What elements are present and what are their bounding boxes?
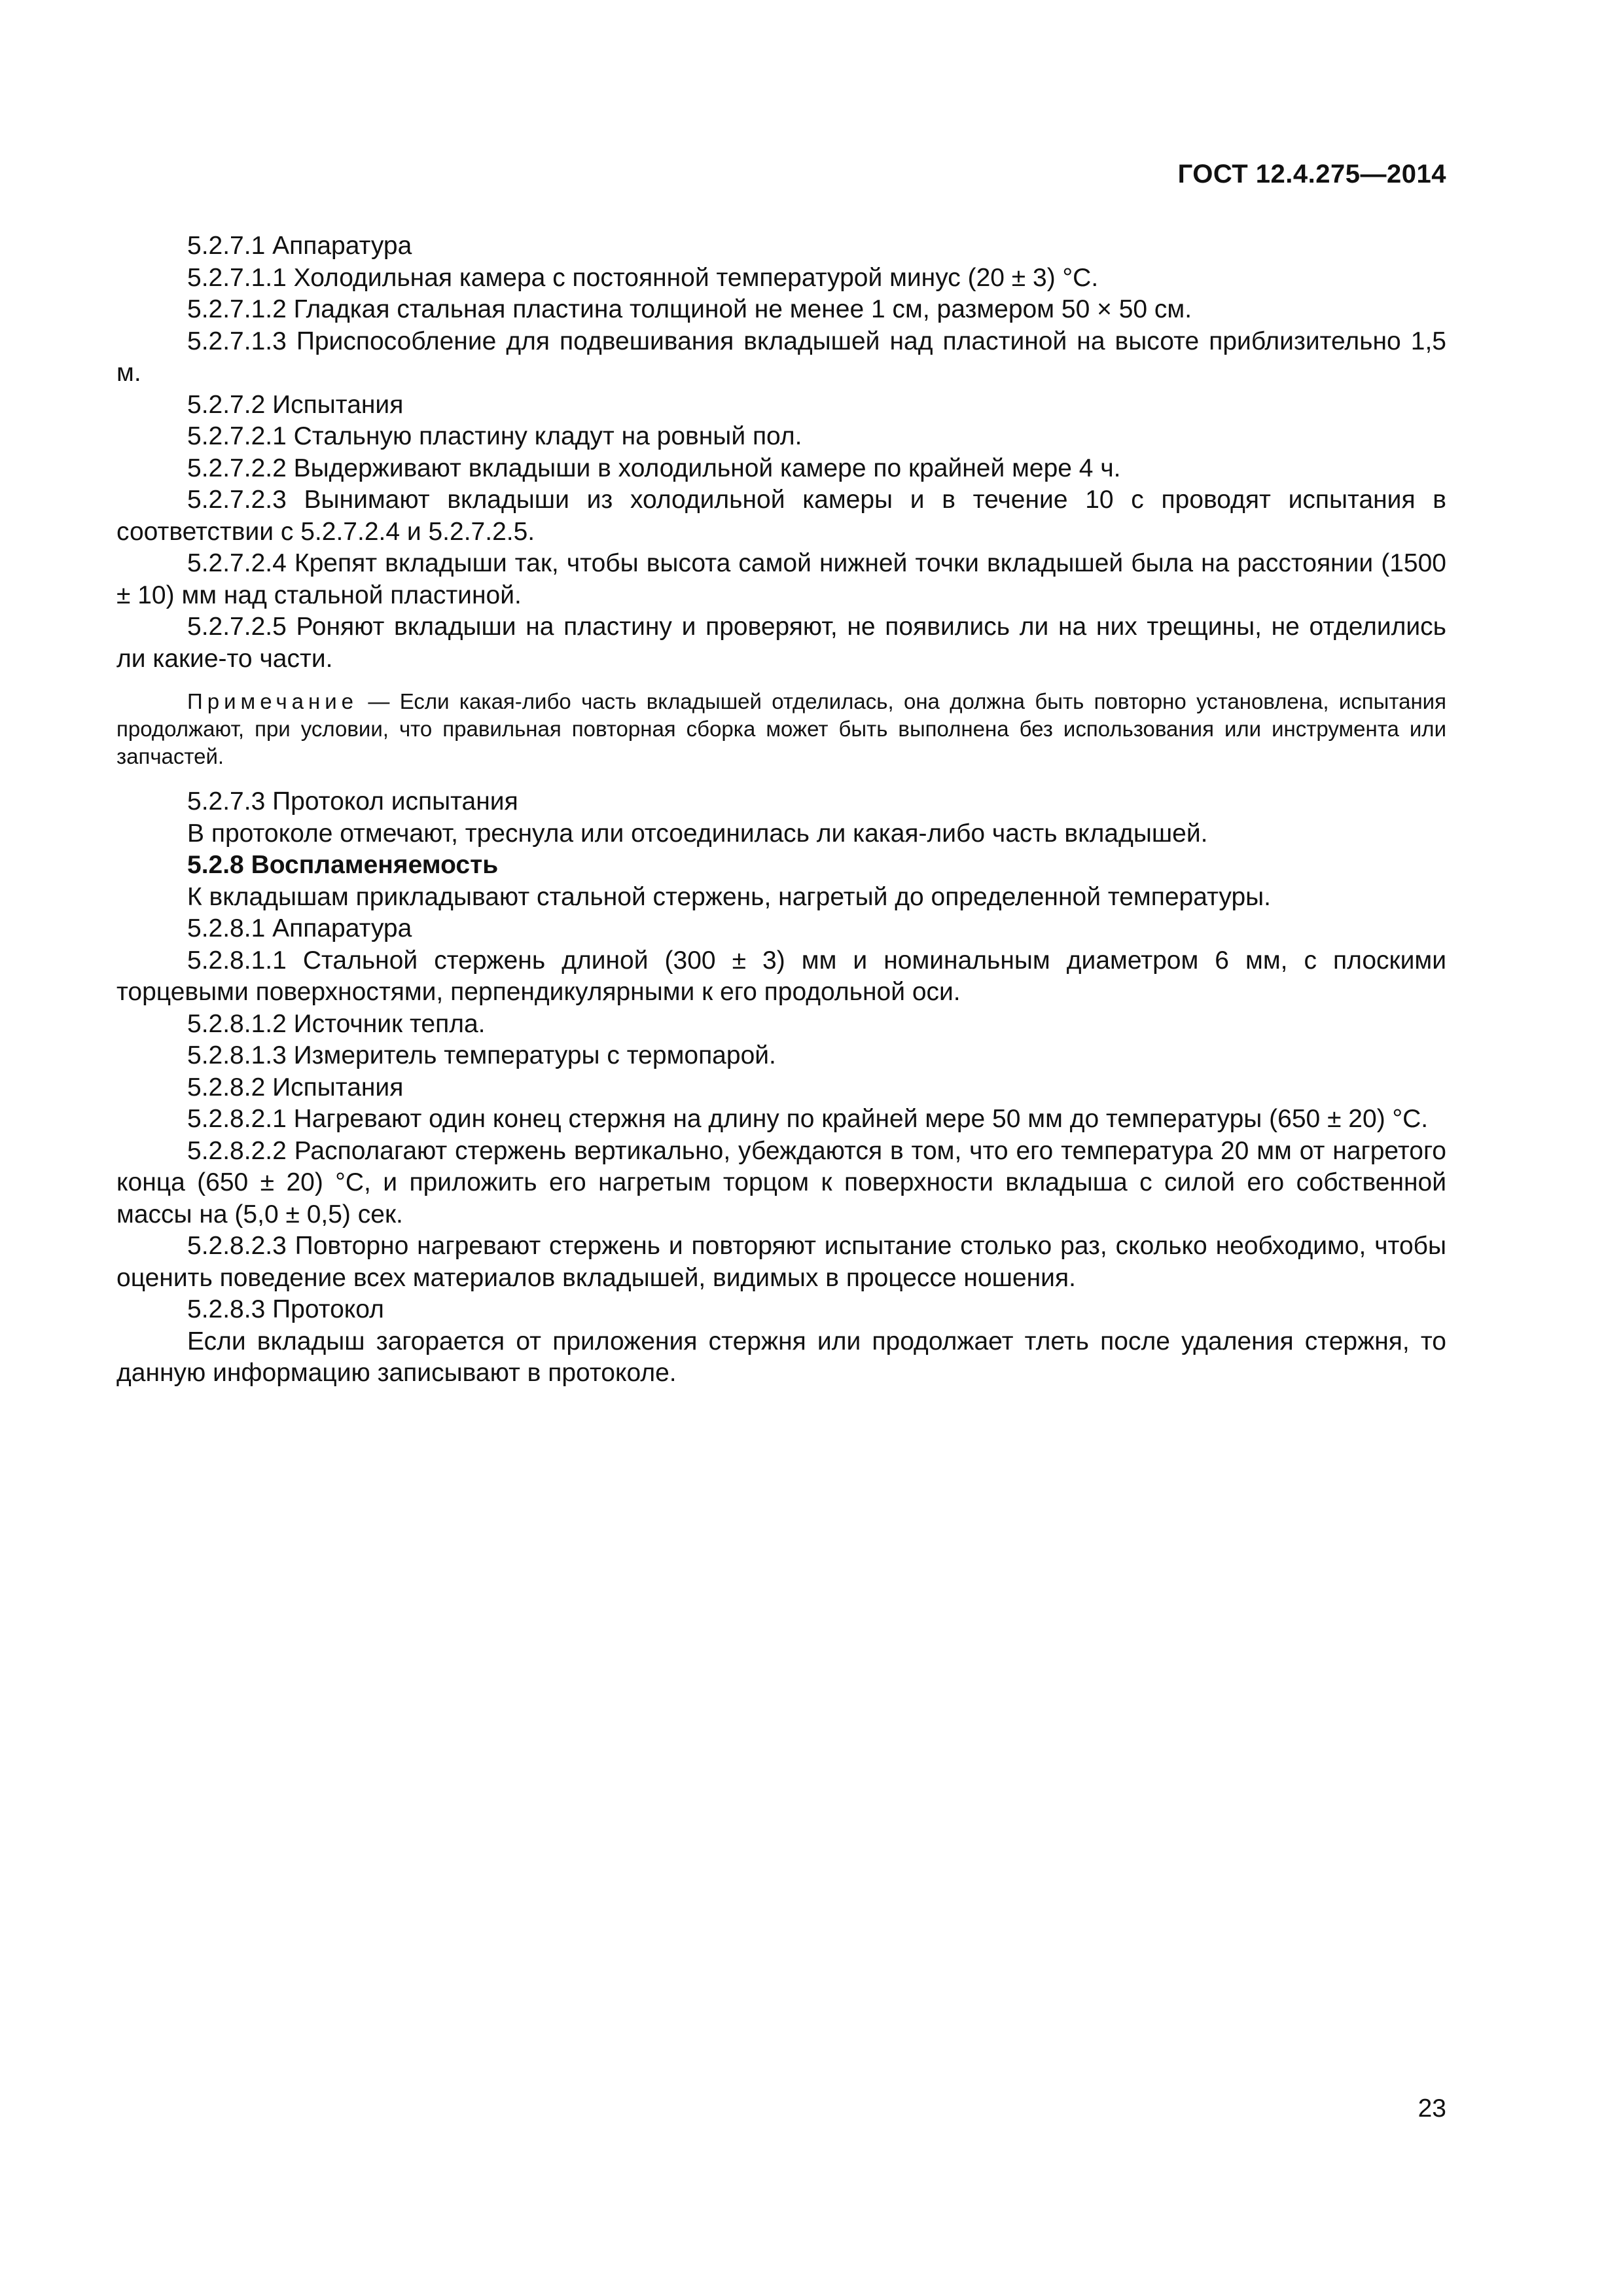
section-heading: 5.2.8.2 Испытания [187, 1073, 404, 1102]
note [116, 688, 1446, 770]
section-heading: 5.2.7.2 Испытания [187, 390, 404, 419]
page-number: 23 [1418, 2094, 1446, 2123]
paragraph: 5.2.7.1.3 Приспособление для подвешивания вкладышей над пластиной на высоте приблизительно 1,5 м. [116, 327, 1446, 387]
document-id-header: ГОСТ 12.4.275—2014 [1177, 160, 1446, 188]
paragraph: 5.2.8.1.1 Стальной стержень длиной (300 ± 3) мм и номинальным диаметром 6 мм, с плоскими торцевыми поверхностями, перпендикулярными к его продольной оси. [116, 946, 1446, 1006]
note-label: Примечание [187, 689, 359, 713]
paragraph: 5.2.7.2.2 Выдерживают вкладыши в холодильной камере по крайней мере 4 ч. [187, 454, 1121, 482]
document-body [116, 230, 1446, 1390]
paragraph: Если вкладыш загорается от приложения стержня или продолжает тлеть после удаления стержня, то данную информацию записывают в протоколе. [116, 1327, 1446, 1387]
paragraph: 5.2.7.1.1 Холодильная камера с постоянной температурой минус (20 ± 3) °С. [187, 263, 1099, 292]
paragraph: 5.2.7.2.1 Стальную пластину кладут на ровный пол. [187, 422, 802, 450]
section-heading: 5.2.7.3 Протокол испытания [187, 787, 518, 816]
paragraph: В протоколе отмечают, треснула или отсоединилась ли какая-либо часть вкладышей. [187, 819, 1208, 848]
paragraph: 5.2.7.2.4 Крепят вкладыши так, чтобы высота самой нижней точки вкладышей была на расстоянии (1500 ± 10) мм над стальной пластиной. [116, 549, 1446, 609]
paragraph: 5.2.7.1.2 Гладкая стальная пластина толщиной не менее 1 см, размером 50 × 50 см. [187, 295, 1192, 323]
paragraph: 5.2.8.1.2 Источник тепла. [187, 1009, 486, 1038]
section-heading: 5.2.8.3 Протокол [187, 1295, 384, 1323]
note-text: — Если какая-либо часть вкладышей отделилась, она должна быть повторно установлена, испытания продолжают, при условии, что правильная повторная сборка может быть выполнена без использования или инструмента или запчастей. [116, 689, 1446, 768]
paragraph: 5.2.8.2.1 Нагревают один конец стержня на длину по крайней мере 50 мм до температуры (650 ± 20) °С. [187, 1105, 1429, 1133]
paragraph: 5.2.7.2.3 Вынимают вкладыши из холодильной камеры и в течение 10 с проводят испытания в соответствии с 5.2.7.2.4 и 5.2.7.2.5. [116, 486, 1446, 546]
paragraph: К вкладышам прикладывают стальной стержень, нагретый до определенной температуры. [187, 882, 1271, 911]
section-heading: 5.2.8.1 Аппаратура [187, 914, 412, 942]
paragraph: 5.2.8.1.3 Измеритель температуры с термопарой. [187, 1041, 776, 1069]
section-heading: 5.2.7.1 Аппаратура [187, 232, 412, 260]
paragraph: 5.2.8.2.3 Повторно нагревают стержень и повторяют испытание столько раз, сколько необходимо, чтобы оценить поведение всех материалов вкладышей, видимых в процессе ношения. [116, 1232, 1446, 1292]
paragraph: 5.2.7.2.5 Роняют вкладыши на пластину и проверяют, не появились ли на них трещины, не отделились ли какие-то части. [116, 613, 1446, 673]
section-title: 5.2.8 Воспламеняемость [187, 851, 499, 879]
paragraph: 5.2.8.2.2 Располагают стержень вертикально, убеждаются в том, что его температура 20 мм от нагретого конца (650 ± 20) °С, и приложить его нагретым торцом к поверхности вкладыша с силой его собственной массы на (5,0 ± 0,5) сек. [116, 1136, 1446, 1229]
